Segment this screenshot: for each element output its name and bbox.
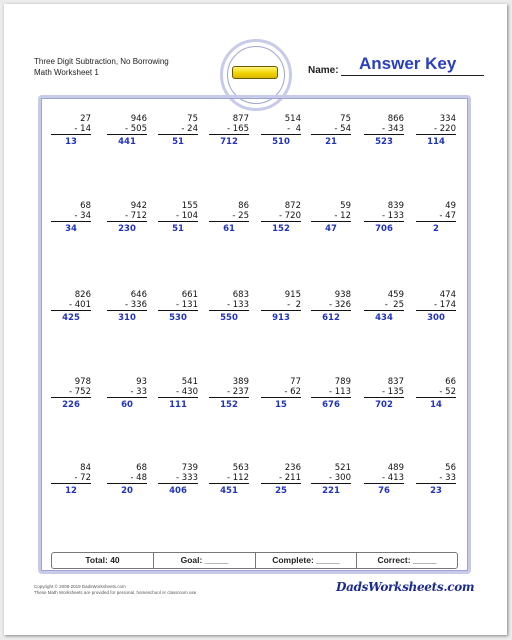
subtrahend: - 33: [107, 387, 147, 398]
subtrahend: - 430: [158, 387, 198, 398]
subtrahend: - 2: [261, 300, 301, 311]
subtraction-problem: [51, 377, 91, 410]
subtrahend: - 712: [107, 211, 147, 222]
answer: 310: [118, 313, 136, 323]
score-footer: [51, 552, 458, 569]
answer: 76: [378, 486, 390, 496]
answer: 676: [322, 400, 340, 410]
subtraction-problem: [51, 463, 91, 496]
minuend: 915: [284, 290, 301, 300]
subtrahend: - 62: [261, 387, 301, 398]
subtrahend: - 343: [364, 124, 404, 135]
answer: 510: [272, 137, 290, 147]
minuend: 661: [181, 290, 198, 300]
subtrahend: - 48: [107, 473, 147, 484]
answer: 12: [65, 486, 77, 496]
subtraction-problem: [209, 377, 249, 410]
minuend: 683: [232, 290, 249, 300]
subtrahend: - 12: [311, 211, 351, 222]
minuend: 839: [387, 201, 404, 211]
answer: 47: [325, 224, 337, 234]
subtraction-problem: [311, 201, 351, 234]
subtraction-problem: [158, 463, 198, 496]
subtraction-problem: [107, 114, 147, 147]
minuend: 877: [232, 114, 249, 124]
subtraction-problem: [51, 290, 91, 323]
minuend: 739: [181, 463, 198, 473]
correct-label: Correct: _____: [377, 555, 437, 565]
worksheet-subtitle: Math Worksheet 1: [34, 68, 99, 77]
subtrahend: - 113: [311, 387, 351, 398]
goal-label: Goal: _____: [180, 555, 229, 565]
answer: 451: [220, 486, 238, 496]
subtraction-problem: [364, 290, 404, 323]
subtraction-problem: [51, 114, 91, 147]
problems-grid: [41, 111, 468, 551]
answer: 226: [62, 400, 80, 410]
subtraction-problem: [311, 290, 351, 323]
minuend: 938: [334, 290, 351, 300]
complete-label: Complete: _____: [272, 555, 340, 565]
answer: 13: [65, 137, 77, 147]
minus-sign-icon: [232, 66, 278, 79]
answer: 712: [220, 137, 238, 147]
minuend: 837: [387, 377, 404, 387]
subtrahend: - 34: [51, 211, 91, 222]
subtraction-problem: [158, 377, 198, 410]
subtraction-problem: [107, 290, 147, 323]
minuend: 514: [284, 114, 301, 124]
minuend: 56: [445, 463, 456, 473]
subtrahend: - 720: [261, 211, 301, 222]
answer: 61: [223, 224, 235, 234]
copyright-notice: [34, 584, 198, 596]
answer: 111: [169, 400, 187, 410]
subtrahend: - 133: [209, 300, 249, 311]
minuend: 49: [445, 201, 456, 211]
subtrahend: - 165: [209, 124, 249, 135]
answer: 230: [118, 224, 136, 234]
minuend: 521: [334, 463, 351, 473]
subtraction-problem: [209, 114, 249, 147]
dadsworksheets-logo: DadsWorksheets.com: [336, 580, 475, 594]
minuend: 789: [334, 377, 351, 387]
answer: 406: [169, 486, 187, 496]
minuend: 84: [80, 463, 91, 473]
subtrahend: - 300: [311, 473, 351, 484]
subtraction-problem: [364, 114, 404, 147]
answer: 702: [375, 400, 393, 410]
answer: 434: [375, 313, 393, 323]
answer: 14: [430, 400, 442, 410]
answer: 51: [172, 137, 184, 147]
subtraction-problem: [209, 201, 249, 234]
subtrahend: - 104: [158, 211, 198, 222]
minuend: 68: [80, 201, 91, 211]
subtraction-problem: [416, 201, 456, 234]
answer: 51: [172, 224, 184, 234]
minuend: 826: [74, 290, 91, 300]
answer-key-label: Answer Key: [359, 54, 457, 73]
subtraction-problem: [311, 377, 351, 410]
name-field-line: [341, 75, 484, 76]
subtraction-problem: [107, 201, 147, 234]
subtrahend: - 220: [416, 124, 456, 135]
minuend: 541: [181, 377, 198, 387]
subtrahend: - 33: [416, 473, 456, 484]
subtrahend: - 174: [416, 300, 456, 311]
subtrahend: - 24: [158, 124, 198, 135]
subtrahend: - 401: [51, 300, 91, 311]
subtraction-problem: [311, 463, 351, 496]
minuend: 59: [340, 201, 351, 211]
copyright-line: Copyright © 2008-2019 DadsWorksheets.com: [34, 584, 126, 589]
answer: 612: [322, 313, 340, 323]
subtrahend: - 112: [209, 473, 249, 484]
minuend: 77: [290, 377, 301, 387]
minuend: 86: [238, 201, 249, 211]
subtraction-problem: [158, 201, 198, 234]
subtrahend: - 14: [51, 124, 91, 135]
subtraction-problem: [261, 114, 301, 147]
answer: 152: [220, 400, 238, 410]
subtrahend: - 413: [364, 473, 404, 484]
minuend: 66: [445, 377, 456, 387]
answer: 114: [427, 137, 445, 147]
subtraction-problem: [107, 377, 147, 410]
subtrahend: - 47: [416, 211, 456, 222]
minuend: 866: [387, 114, 404, 124]
answer: 23: [430, 486, 442, 496]
answer: 523: [375, 137, 393, 147]
answer: 21: [325, 137, 337, 147]
minuend: 474: [439, 290, 456, 300]
subtrahend: - 326: [311, 300, 351, 311]
subtraction-problem: [311, 114, 351, 147]
subtraction-problem: [364, 377, 404, 410]
minuend: 872: [284, 201, 301, 211]
minuend: 75: [187, 114, 198, 124]
answer: 2: [433, 224, 439, 234]
answer: 425: [62, 313, 80, 323]
subtraction-problem: [158, 290, 198, 323]
answer: 152: [272, 224, 290, 234]
minuend: 942: [130, 201, 147, 211]
answer: 706: [375, 224, 393, 234]
answer: 530: [169, 313, 187, 323]
minuend: 646: [130, 290, 147, 300]
subtrahend: - 131: [158, 300, 198, 311]
answer: 221: [322, 486, 340, 496]
subtrahend: - 25: [209, 211, 249, 222]
subtrahend: - 211: [261, 473, 301, 484]
minuend: 75: [340, 114, 351, 124]
subtraction-problem: [416, 290, 456, 323]
minuend: 334: [439, 114, 456, 124]
minuend: 978: [74, 377, 91, 387]
copyright-usage-line: These Math Worksheets are provided for personal, homeschool or classroom use.: [34, 590, 198, 595]
subtraction-problem: [364, 201, 404, 234]
minuend: 563: [232, 463, 249, 473]
subtraction-problem: [158, 114, 198, 147]
subtraction-problem: [261, 377, 301, 410]
answer: 550: [220, 313, 238, 323]
subtrahend: - 54: [311, 124, 351, 135]
subtraction-problem: [416, 114, 456, 147]
answer: 15: [275, 400, 287, 410]
subtrahend: - 333: [158, 473, 198, 484]
minuend: 236: [284, 463, 301, 473]
minuend: 93: [136, 377, 147, 387]
subtraction-problem: [51, 201, 91, 234]
answer: 25: [275, 486, 287, 496]
answer: 300: [427, 313, 445, 323]
subtrahend: - 52: [416, 387, 456, 398]
name-label: Name:: [308, 65, 339, 76]
answer: 441: [118, 137, 136, 147]
subtraction-problem: [261, 201, 301, 234]
subtraction-problem: [364, 463, 404, 496]
minuend: 27: [80, 114, 91, 124]
minuend: 155: [181, 201, 198, 211]
subtrahend: - 72: [51, 473, 91, 484]
subtraction-problem: [209, 290, 249, 323]
minuend: 68: [136, 463, 147, 473]
minuend: 389: [232, 377, 249, 387]
subtraction-problem: [107, 463, 147, 496]
subtrahend: - 4: [261, 124, 301, 135]
minuend: 489: [387, 463, 404, 473]
answer: 913: [272, 313, 290, 323]
subtrahend: - 135: [364, 387, 404, 398]
minuend: 946: [130, 114, 147, 124]
minuend: 459: [387, 290, 404, 300]
subtraction-problem: [261, 463, 301, 496]
subtraction-problem: [416, 463, 456, 496]
subtrahend: - 25: [364, 300, 404, 311]
worksheet-title: Three Digit Subtraction, No Borrowing: [34, 57, 169, 66]
subtrahend: - 133: [364, 211, 404, 222]
subtraction-problem: [209, 463, 249, 496]
subtrahend: - 752: [51, 387, 91, 398]
answer: 20: [121, 486, 133, 496]
total-label: Total: 40: [85, 555, 120, 565]
subtrahend: - 336: [107, 300, 147, 311]
answer: 34: [65, 224, 77, 234]
subtraction-problem: [416, 377, 456, 410]
answer: 60: [121, 400, 133, 410]
subtraction-problem: [261, 290, 301, 323]
subtrahend: - 237: [209, 387, 249, 398]
subtrahend: - 505: [107, 124, 147, 135]
